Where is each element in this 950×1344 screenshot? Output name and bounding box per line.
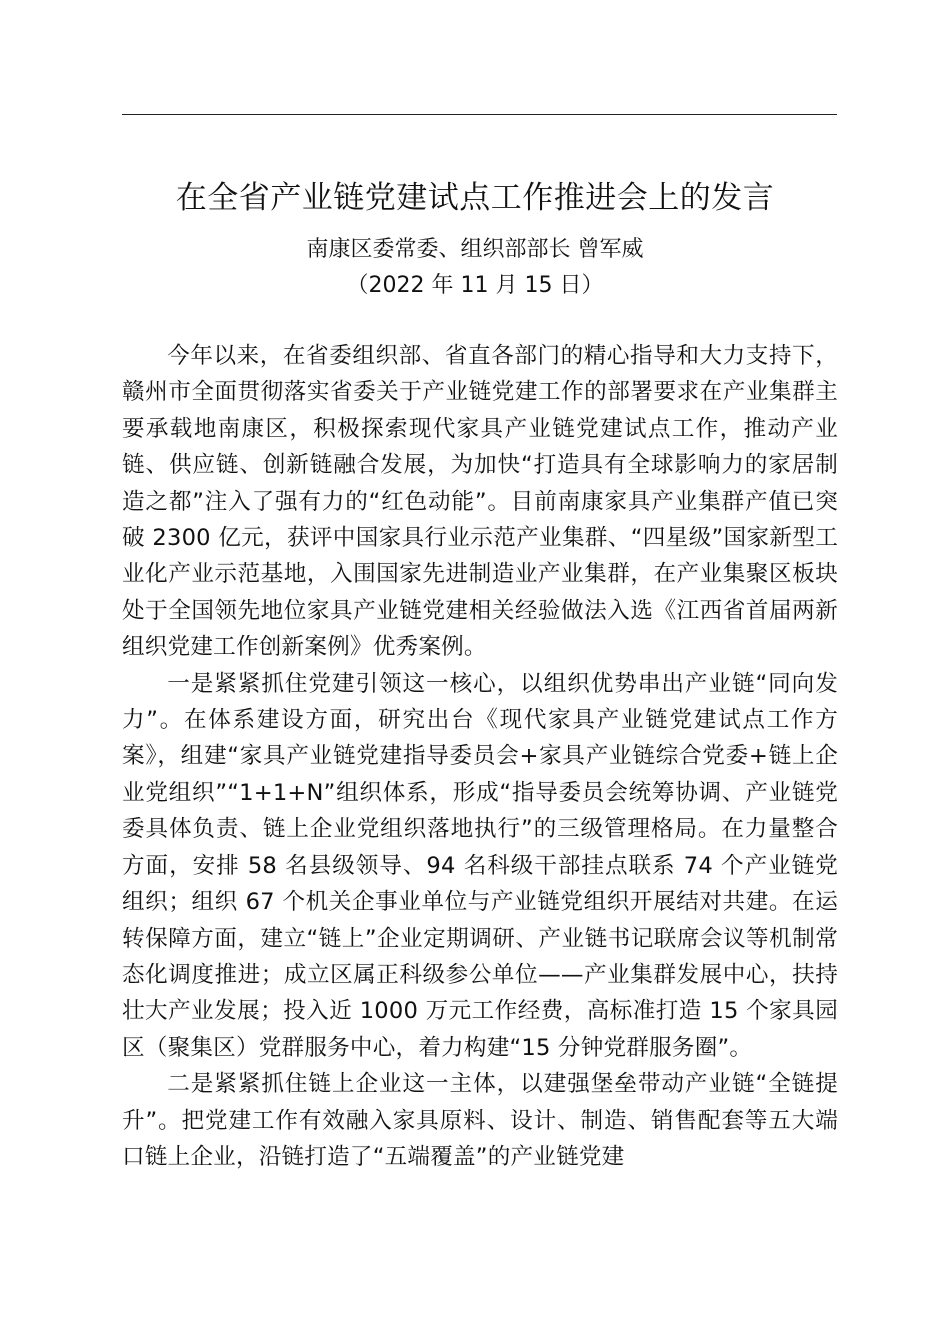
document-title: 在全省产业链党建试点工作推进会上的发言 [175, 180, 775, 216]
header-rule [122, 114, 837, 115]
date-line: （2022 年 11 月 15 日） [346, 273, 604, 298]
author-line: 南康区委常委、组织部部长 曾军威 [306, 237, 644, 262]
paragraph: 今年以来，在省委组织部、省直各部门的精心指导和大力支持下，赣州市全面贯彻落实省委关于产业链党建工作的部署要求在产业集群主要承载地南康区，积极探索现代家具产业链党建试点工作，推动产业链、供应链、创新链融合发展，为加快“打造具有全球影响力的家居制造之都”注入了强有力的“红色动能”。目前南康家具产业集群产值已突破 2300 亿元，获评中国家具行业示范产业集群、“四星级”国家新型工业化产业示范基地，入围国家先进制造业产业集群，在产业集聚区板块处于全国领先地位家具产业链党建相关经验做法入选《江西省首届两新组织党建工作创新案例》优秀案例。 [122, 343, 838, 661]
document-body [122, 338, 838, 1175]
paragraph: 一是紧紧抓住党建引领这一核心，以组织优势串出产业链“同向发力”。在体系建设方面，研究出台《现代家具产业链党建试点工作方案》，组建“家具产业链党建指导委员会+家具产业链综合党委+链上企业党组织”“1+1+N”组织体系，形成“指导委员会统筹协调、产业链党委具体负责、链上企业党组织落地执行”的三级管理格局。在力量整合方面，安排 58 名县级领导、94 名科级干部挂点联系 74 个产业链党组织；组织 67 个机关企事业单位与产业链党组织开展结对共建。在运转保障方面，建立“链上”企业定期调研、产业链书记联席会议等机制常态化调度推进；成立区属正科级参公单位——产业集群发展中心，扶持壮大产业发展；投入近 1000 万元工作经费，高标准打造 15 个家具园区（聚集区）党群服务中心，着力构建“15 分钟党群服务圈”。 [122, 670, 838, 1061]
paragraph: 二是紧紧抓住链上企业这一主体，以建强堡垒带动产业链“全链提升”。把党建工作有效融入家具原料、设计、制造、销售配套等五大端口链上企业，沿链打造了“五端覆盖”的产业链党建 [122, 1071, 838, 1170]
